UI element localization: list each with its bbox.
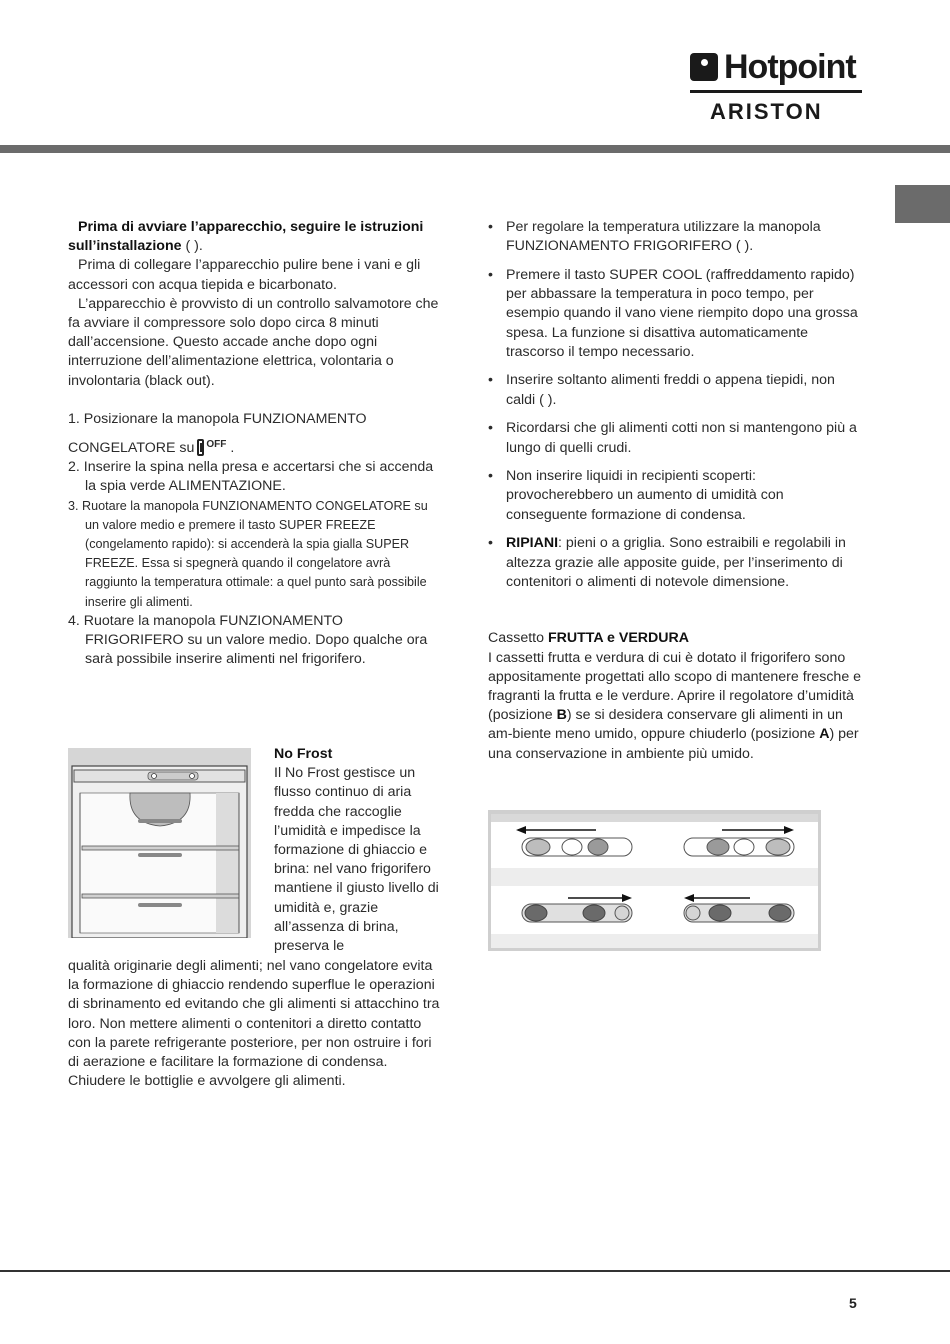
- cassetto-pre: Cassetto: [488, 630, 548, 647]
- brand-name: Hotpoint: [724, 48, 856, 86]
- step-1: [68, 410, 440, 458]
- startup-steps: [68, 410, 440, 670]
- right-column: [488, 218, 866, 764]
- nofrost-rest: qualità originarie degli alimenti; nel vano congelatore evita la formazione di ghiaccio rendendo superflue le operazioni di sbrinamento ed evitando che gli alimenti si attacchino tra loro. Non mettere alimenti o contenitori a diretto contatto con la parete refrigerante posteriore, per non ostruire i fori di aerazione e facilitare la formazione di condensa. Chiudere le bottiglie e avvolgere gli alimenti.: [68, 958, 440, 1090]
- header-bar: [0, 145, 950, 153]
- off-label: OFF: [206, 439, 227, 451]
- position-b: B: [556, 707, 567, 724]
- step-2: 2. Inserire la spina nella presa e accertarsi che si accenda la spia verde ALIMENTAZIONE.: [68, 459, 434, 495]
- step-1-text: CONGELATORE su: [68, 440, 195, 457]
- step-1-line-a: 1. Posizionare la manopola FUNZIONAMENTO: [68, 410, 367, 427]
- step-3: 3. Ruotare la manopola FUNZIONAMENTO CONGELATORE su un valore medio e premere il tasto SUPER FREEZE (congelamento rapido): si accenderà la spia gialla SUPER FREEZE. Essa si spegnerà quando il congelatore avrà raggiunto la temperatura ottimale: a quel punto sarà possibile inserire gli alimenti.: [68, 498, 428, 609]
- fridge-interior-illustration: [68, 748, 251, 938]
- tip-item: • Premere il tasto SUPER COOL (raffreddamento rapido) per abbassare la temperatura in poco tempo, per esempio quando il vano viene riempito dopo una grossa spesa. La funzione si disattiva automaticamente trascorso il tempo necessario.: [488, 266, 866, 362]
- tip-item: • Inserire soltanto alimenti freddi o appena tiepidi, non caldi ( ).: [488, 371, 866, 409]
- tip-item: • Ricordarsi che gli alimenti cotti non si mantengono più a lungo di quelli crudi.: [488, 419, 866, 457]
- intro-tail: ( ).: [181, 238, 203, 255]
- logo-divider: [690, 90, 862, 93]
- step-4: 4. Ruotare la manopola FUNZIONAMENTO FRIGORIFERO su un valore medio. Dopo qualche ora sarà possibile inserire alimenti nel frigorifero.: [68, 612, 428, 668]
- humidity-regulator-illustration: [488, 810, 821, 951]
- hotpoint-logo-icon: [690, 53, 718, 81]
- section-tab: [895, 185, 950, 223]
- position-a: A: [819, 726, 830, 743]
- nofrost-section: [274, 745, 442, 956]
- nofrost-side-text: Il No Frost gestisce un flusso continuo di aria fredda che raccoglie l’umidità e impedisce la formazione di ghiaccio e brina: nel vano frigorifero mantiene il giusto livello di umidità e, grazie all’assenza di brina, preserva le: [274, 765, 439, 955]
- cleaning-paragraph: Prima di collegare l’apparecchio pulire bene i vani e gli accessori con acqua tiepida e bicarbonato.: [68, 257, 421, 293]
- step-1-line-b: [68, 435, 235, 458]
- cassetto-text-2: ) se si desidera conservare gli alimenti in un am-biente meno umido, oppure chiuderlo (posizione: [488, 707, 843, 743]
- ripiani-text: : pieni o a griglia. Sono estraibili e regolabili in altezza grazie alle apposite guide, per l’inserimento di contenitori o alimenti di notevole dimensione.: [506, 535, 846, 590]
- intro-bold: Prima di avviare l’apparecchio, seguire le istruzioni sull’installazione: [68, 219, 424, 255]
- compressor-paragraph: L’apparecchio è provvisto di un controllo salvamotore che fa avviare il compressore solo dopo circa 8 minuti dall’accensione. Questo accade anche dopo ogni interruzione dell’alimentazione elettrica, volontaria o involontaria (black out).: [68, 295, 439, 389]
- regulator-drawing: [488, 810, 821, 951]
- brand-logo: [690, 48, 865, 125]
- fridge-drawing: [68, 748, 251, 938]
- knob-off-icon: [197, 439, 204, 456]
- cassetto-text-1: I cassetti frutta e verdura di cui è dotato il frigorifero sono appositamente progettati allo scopo di mantenere fresche e fragranti la frutta e le verdure. Aprire il regolatore d’umidità (posizione: [488, 649, 862, 724]
- tips-list: [488, 218, 866, 592]
- tip-item: • Per regolare la temperatura utilizzare la manopola FUNZIONAMENTO FRIGORIFERO ( ).: [488, 218, 866, 256]
- nofrost-title: No Frost: [274, 746, 333, 762]
- footer-rule: [0, 1270, 950, 1272]
- page-number: 5: [849, 1295, 857, 1311]
- cassetto-title: FRUTTA e VERDURA: [547, 630, 690, 647]
- brand-sub: ARISTON: [710, 99, 823, 124]
- tip-item: • Non inserire liquidi in recipienti scoperti: provocherebbero un aumento di umidità con conseguente formazione di condensa.: [488, 467, 866, 525]
- left-column: [68, 218, 440, 669]
- tip-item-ripiani: [488, 534, 866, 592]
- cassetto-text-3: ) per una conservazione in ambiente più umido.: [488, 726, 859, 762]
- cassetto-paragraph: [488, 629, 866, 763]
- ripiani-bold: RIPIANI: [506, 535, 559, 552]
- step-1-end: .: [230, 440, 235, 457]
- intro-paragraph: [68, 218, 440, 256]
